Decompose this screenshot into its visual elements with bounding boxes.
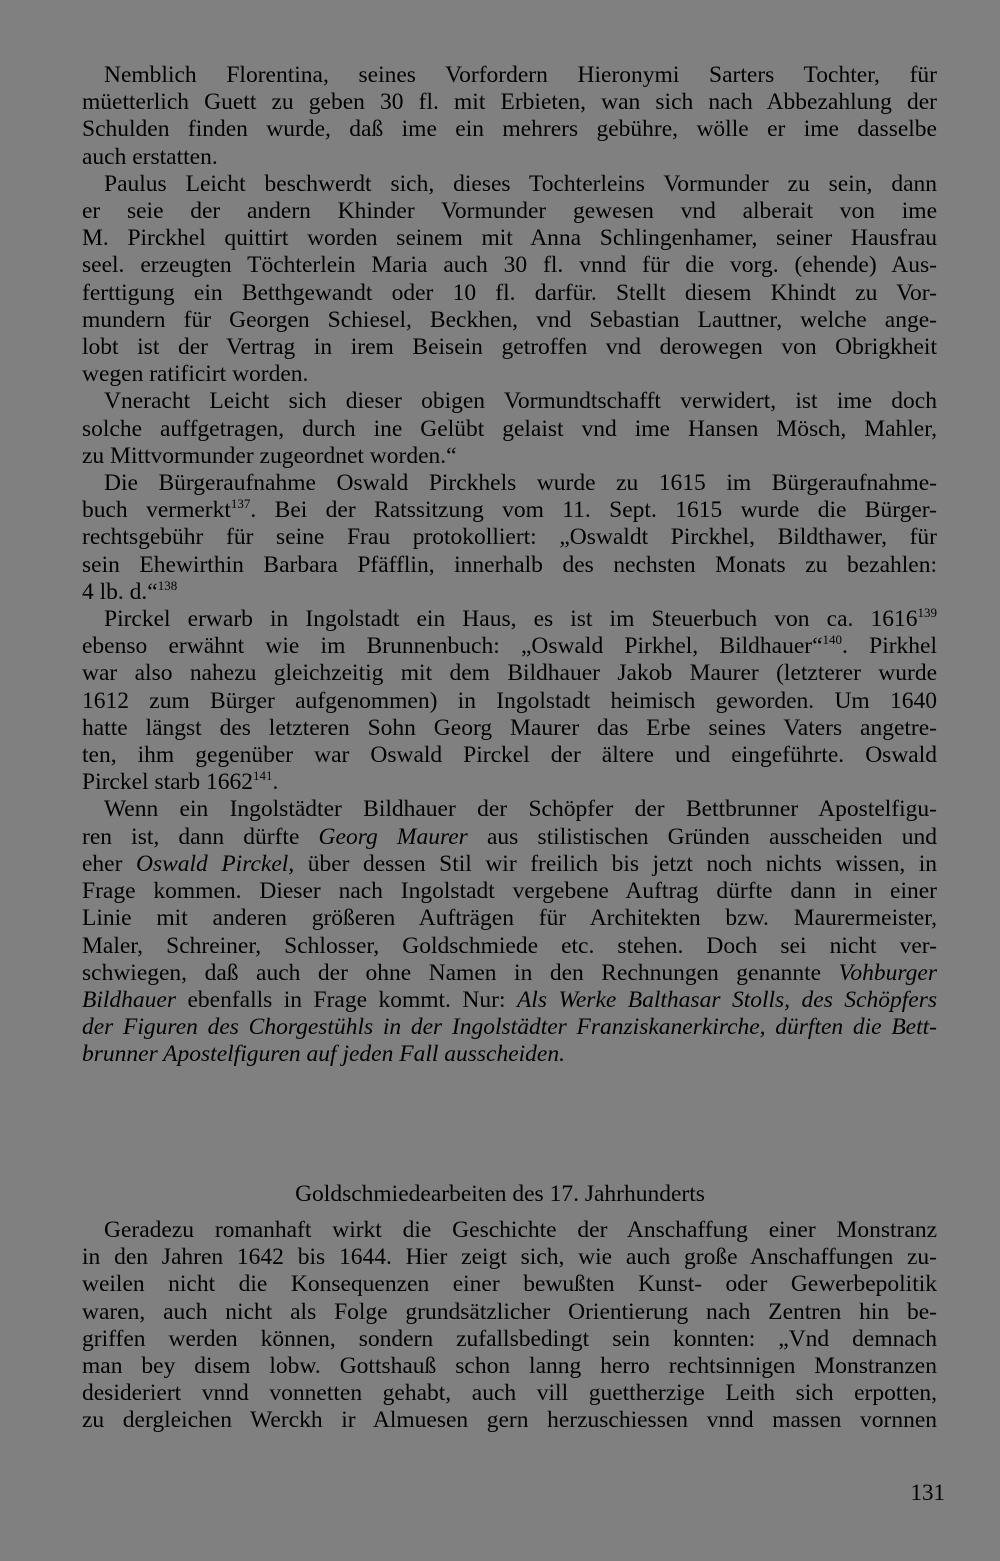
text-line: Paulus Leicht beschwerdt sich, dieses Tochterleins Vormunder zu sein, dann	[104, 170, 937, 197]
text-run: buch vermerkt	[82, 497, 231, 524]
text-line	[82, 606, 937, 633]
text-line: in den Jahren 1642 bis 1644. Hier zeigt sich, wie auch große Anschaffungen zu-	[82, 1244, 937, 1271]
text-line: hatte längst des letzteren Sohn Georg Maurer das Erbe seines Vaters angetre-	[82, 714, 937, 741]
text-line: desideriert vnnd vonnetten gehabt, auch vill guettherzige Leith sich erpotten,	[82, 1380, 937, 1407]
text-run: . Bei der Ratssitzung vom 11. Sept. 1615 wurde die Bürger-	[250, 497, 937, 524]
footnote-ref: 138	[157, 577, 178, 593]
text-line: Vneracht Leicht sich dieser obigen Vormundtschafft verwidert, ist ime doch	[104, 388, 937, 415]
text-line: mundern für Georgen Schiesel, Beckhen, vnd Sebastian Lauttner, welche ange-	[82, 306, 937, 333]
italic-run: Vohburger	[838, 959, 937, 986]
text-line: Schulden finden wurde, daß ime ein mehrers gebühre, wölle er ime dasselbe	[82, 116, 937, 143]
text-line: seel. erzeugten Töchterlein Maria auch 30 fl. vnnd für die vorg. (ehende) Aus-	[82, 252, 937, 279]
text-line: man bey disem lobw. Gottshauß schon lanng herro rechtsinnigen Monstranzen	[82, 1353, 937, 1380]
text-run: 4 lb. d.“	[82, 578, 158, 605]
text-line: Wenn ein Ingolstädter Bildhauer der Schöpfer der Bettbrunner Apostelfigu-	[104, 796, 937, 823]
footnote-ref: 141	[253, 768, 273, 784]
text-line: Nemblich Florentina, seines Vorfordern Hieronymi Sarters Tochter, für	[104, 62, 937, 88]
text-line: rechtsgebühr für seine Frau protokolliert: „Oswaldt Pirckhel, Bildthawer, für	[82, 524, 937, 551]
text-line: zu Mittvormunder zugeordnet worden.“	[82, 442, 457, 469]
text-line: auch erstatten.	[82, 143, 218, 170]
body-text-section-2	[82, 1217, 937, 1435]
footnote-ref: 137	[230, 496, 251, 512]
italic-run: brunner Apostelfiguren auf jeden Fall ausscheiden.	[82, 1041, 565, 1068]
text-line	[82, 1014, 937, 1041]
text-line	[82, 1041, 937, 1068]
text-run: eher	[82, 850, 136, 877]
text-line	[82, 851, 937, 878]
italic-run: Oswald Pirckel,	[135, 850, 295, 877]
page-number: 131	[910, 1480, 945, 1505]
body-text-section-1	[82, 62, 937, 1069]
text-run: ren ist, dann dürfte	[82, 823, 319, 850]
text-run: über dessen Stil wir freilich bis jetzt noch nichts wissen, in	[294, 850, 938, 877]
italic-run: Bildhauer	[82, 986, 176, 1013]
text-line	[82, 497, 937, 524]
text-line: 1612 zum Bürger aufgenommen) in Ingolstadt heimisch geworden. Um 1640	[82, 687, 937, 714]
text-line	[82, 824, 937, 851]
text-line: Maler, Schreiner, Schlosser, Goldschmiede etc. stehen. Doch sei nicht ver-	[82, 932, 937, 959]
text-run: Pirckel erwarb in Ingolstadt ein Haus, es ist im Steuerbuch von ca. 1616	[104, 606, 918, 633]
text-line	[82, 633, 937, 660]
italic-run: Georg Maurer	[318, 823, 468, 850]
text-line: zu dergleichen Werckh ir Almuesen gern herzuschiessen vnnd massen vornnen	[82, 1407, 937, 1434]
text-line: weilen nicht die Konsequenzen einer bewußten Kunst- oder Gewerbepolitik	[82, 1271, 937, 1298]
footnote-ref: 139	[917, 605, 937, 621]
text-line	[82, 579, 937, 606]
footnote-ref: 140	[822, 632, 843, 648]
text-line: war also nahezu gleichzeitig mit dem Bildhauer Jakob Maurer (letzterer wurde	[82, 660, 937, 687]
text-line	[82, 987, 937, 1014]
italic-run: Als Werke Balthasar Stolls, des Schöpfers	[516, 986, 937, 1013]
text-line: wegen ratificirt worden.	[82, 361, 309, 388]
text-line: Geradezu romanhaft wirkt die Geschichte der Anschaffung einer Monstranz	[104, 1217, 937, 1243]
text-line: ten, ihm gegenüber war Oswald Pirckel der ältere und eingeführte. Oswald	[82, 742, 937, 769]
text-run: ebenfalls in Frage kommt. Nur:	[176, 986, 517, 1013]
text-run: . Pirkhel	[842, 633, 938, 660]
text-line: Frage kommen. Dieser nach Ingolstadt vergebene Auftrag dürfte dann in einer	[82, 878, 937, 905]
text-line	[82, 960, 937, 987]
text-run: .	[272, 769, 279, 796]
text-line: griffen werden können, sondern zufallsbedingt sein konnten: „Vnd demnach	[82, 1325, 937, 1352]
section-heading: Goldschmiedearbeiten des 17. Jahrhunderts	[295, 1181, 705, 1207]
text-run: Pirckel starb 1662	[82, 769, 253, 796]
text-run: ebenso erwähnt wie im Brunnenbuch: „Oswald Pirkhel, Bildhauer“	[82, 633, 823, 660]
text-line: Linie mit anderen größeren Aufträgen für Architekten bzw. Maurermeister,	[82, 905, 937, 932]
text-line: waren, auch nicht als Folge grundsätzlicher Orientierung nach Zentren hin be-	[82, 1298, 937, 1325]
text-line: müetterlich Guett zu geben 30 fl. mit Erbieten, wan sich nach Abbezahlung der	[82, 89, 937, 116]
text-line: ferttigung ein Betthgewandt oder 10 fl. darfür. Stellt diesem Khindt zu Vor-	[82, 279, 937, 306]
text-line: sein Ehewirthin Barbara Pfäfflin, innerhalb des nechsten Monats zu bezahlen:	[82, 551, 937, 578]
text-line: er seie der andern Khinder Vormunder gewesen vnd alberait von ime	[82, 198, 937, 225]
text-run: schwiegen, daß auch der ohne Namen in den Rechnungen genannte	[82, 959, 839, 986]
text-line: solche auffgetragen, durch ine Gelübt gelaist vnd ime Hansen Mösch, Mahler,	[82, 415, 937, 442]
text-line: M. Pirckhel quittirt worden seinem mit Anna Schlingenhamer, seiner Hausfrau	[82, 225, 937, 252]
text-run: aus stilistischen Gründen ausscheiden und	[467, 823, 937, 850]
text-line: lobt ist der Vertrag in irem Beisein getroffen vnd derowegen von Obrigkheit	[82, 334, 937, 361]
italic-run: der Figuren des Chorgestühls in der Ingolstädter Franziskanerkirche, dürften die Bett-	[82, 1014, 937, 1041]
text-line: Die Bürgeraufnahme Oswald Pirckhels wurde zu 1615 im Bürgeraufnahme-	[104, 470, 937, 497]
text-line	[82, 769, 937, 796]
